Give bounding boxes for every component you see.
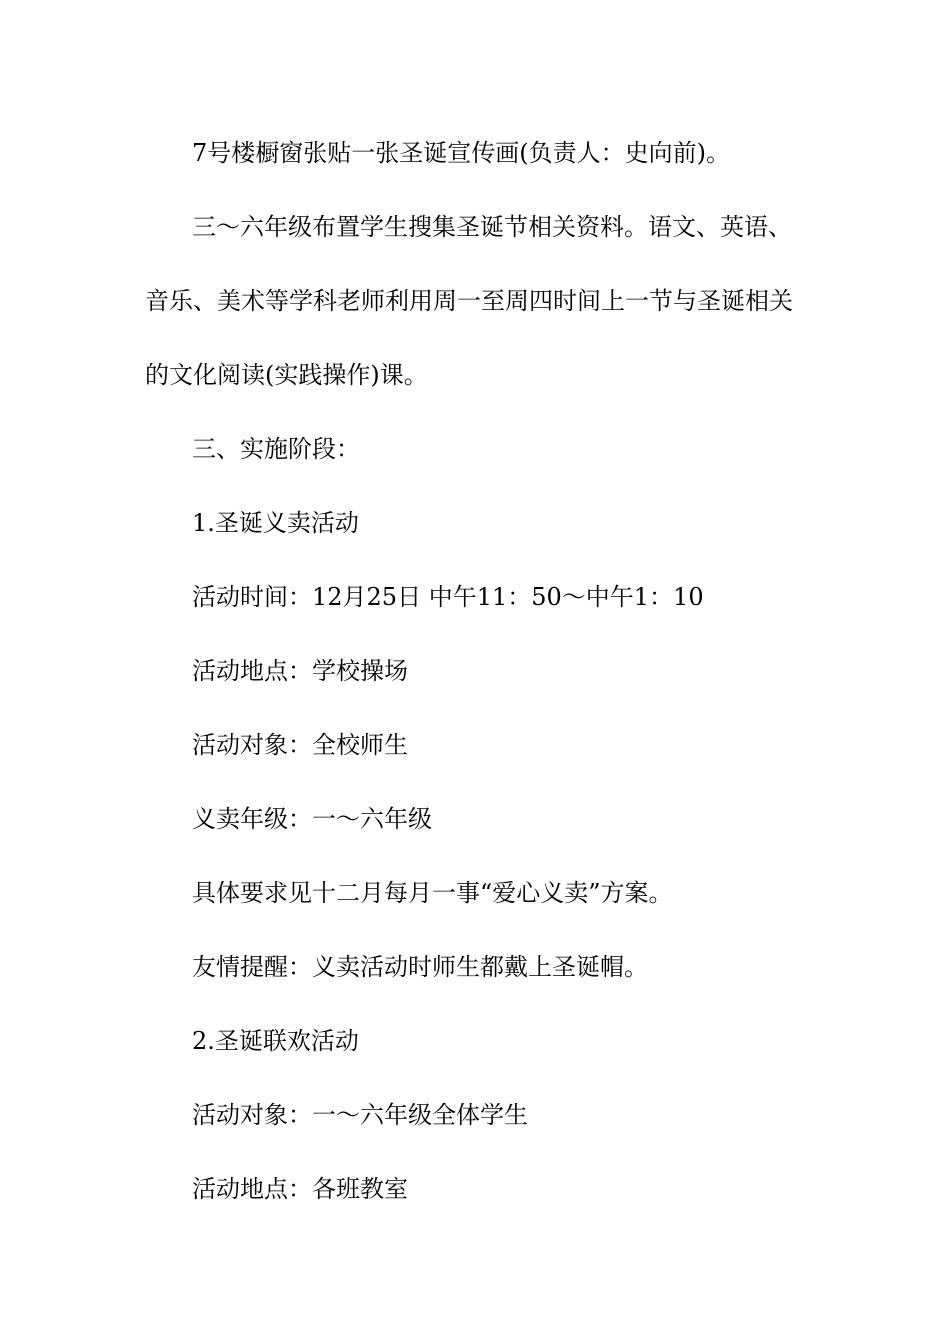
- paragraph-grades-line-3: 的文化阅读(实践操作)课。: [145, 361, 428, 389]
- subheading-party: 2.圣诞联欢活动: [192, 1027, 359, 1055]
- section-heading-implementation: 三、实施阶段：: [192, 435, 360, 463]
- charity-sale-audience: 活动对象：全校师生: [192, 731, 408, 759]
- charity-sale-reminder: 友情提醒：义卖活动时师生都戴上圣诞帽。: [192, 953, 648, 981]
- charity-sale-time: 活动时间：12月25日 中午11：50～中午1：10: [192, 583, 704, 611]
- subheading-charity-sale: 1.圣诞义卖活动: [192, 509, 359, 537]
- party-location: 活动地点：各班教室: [192, 1175, 408, 1203]
- charity-sale-location: 活动地点：学校操场: [192, 657, 408, 685]
- paragraph-grades-line-1: 三～六年级布置学生搜集圣诞节相关资料。语文、英语、: [192, 213, 792, 241]
- charity-sale-requirements: 具体要求见十二月每月一事“爱心义卖”方案。: [192, 879, 673, 907]
- paragraph-grades-line-2: 音乐、美术等学科老师利用周一至周四时间上一节与圣诞相关: [145, 287, 793, 315]
- party-audience: 活动对象：一～六年级全体学生: [192, 1101, 528, 1129]
- paragraph-poster-line: 7号楼橱窗张贴一张圣诞宣传画(负责人：史向前)。: [192, 139, 730, 167]
- charity-sale-grades: 义卖年级：一～六年级: [192, 805, 432, 833]
